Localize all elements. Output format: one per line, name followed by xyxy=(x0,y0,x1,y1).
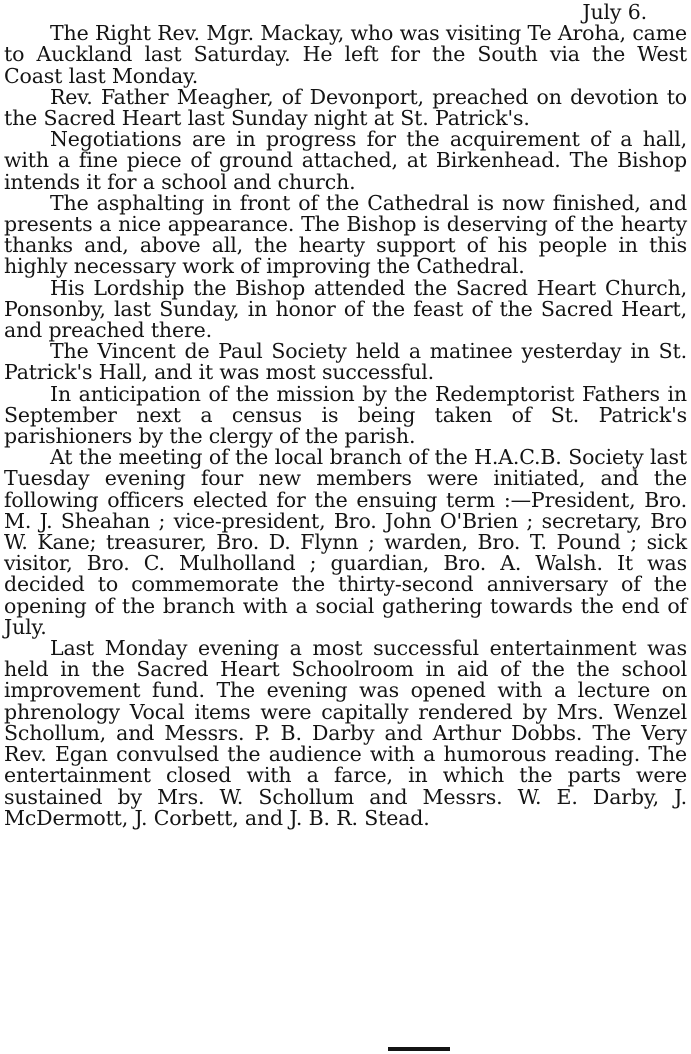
paragraph-cathedral-asphalting: The asphalting in front of the Cathedral is now finished, and presents a nice appearance. The Bishop is deserving of the hearty thanks and, above all, the hearty support of his people in this highly necessary work of improving the Cathedral. xyxy=(4,190,687,279)
paragraph-vincent-de-paul: The Vincent de Paul Society held a matinee yesterday in St. Patrick's Hall, and it was most successful. xyxy=(4,339,687,385)
news-column xyxy=(4,2,687,1052)
paragraph-birkenhead-hall: Negotiations are in progress for the acquirement of a hall, with a fine piece of ground attached, at Birkenhead. The Bishop intends it for a school and church. xyxy=(4,127,687,194)
end-rule xyxy=(388,1047,450,1051)
paragraph-entertainment: Last Monday evening a most successful entertainment was held in the Sacred Heart Schoolroom in aid of the the school improvement fund. The evening was opened with a lecture on phrenology Vocal items were capitally rendered by Mrs. Wenzel Schollum, and Messrs. P. B. Darby and Arthur Dobbs. The Very Rev. Egan convulsed the audience with a humorous reading. The entertainment closed with a farce, in which the parts were sustained by Mrs. W. Schollum and Messrs. W. E. Darby, J. McDermott, J. Corbett, and J. B. R. Stead. xyxy=(4,636,687,830)
paragraph-redemptorist-mission: In anticipation of the mission by the Redemptorist Fathers in September next a census is being taken of St. Patrick's parishioners by the clergy of the parish. xyxy=(4,381,687,449)
paragraph-mackay-visit: The Right Rev. Mgr. Mackay, who was visiting Te Aroha, came to Auckland last Saturday. He left for the South via the West Coast last Monday. xyxy=(4,21,687,88)
paragraph-meagher-sermon: Rev. Father Meagher, of Devonport, preached on devotion to the Sacred Heart last Sunday night at St. Patrick's. xyxy=(4,84,687,130)
paragraph-bishop-ponsonby: His Lordship the Bishop attended the Sacred Heart Church, Ponsonby, last Sunday, in honor of the feast of the Sacred Heart, and preached there. xyxy=(4,275,687,343)
dateline: July 6. xyxy=(582,0,647,24)
paragraph-hacb-meeting: At the meeting of the local branch of the H.A.C.B. Society last Tuesday evening four new members were initiated, and the following officers elected for the ensuing term :—President, Bro. M. J. Sheahan ; vice-president, Bro. John O'Brien ; secretary, Bro W. Kane; treasurer, Bro. D. Flynn ; warden, Bro. T. Pound ; sick visitor, Bro. C. Mulholland ; guardian, Bro. A. Walsh. It was decided to commemorate the thirty-second anniversary of the opening of the branch with a social gathering towards the end of July. xyxy=(4,445,687,639)
